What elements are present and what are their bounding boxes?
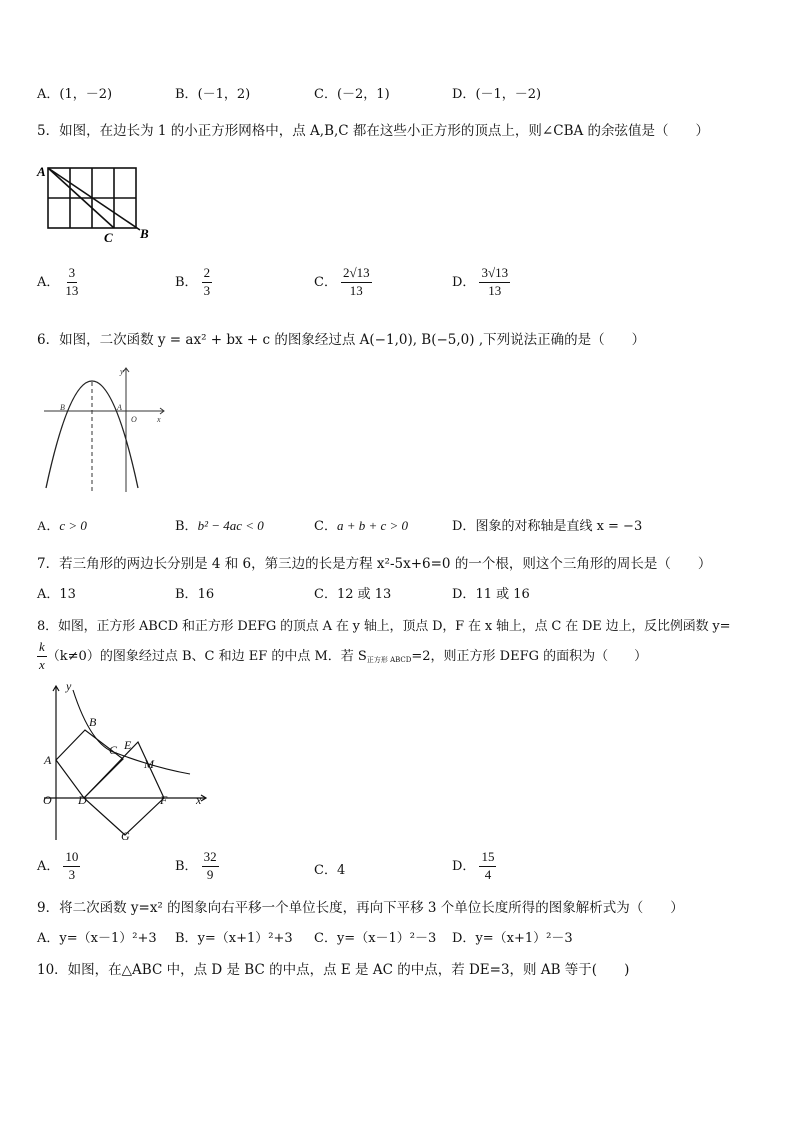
option-letter: B． [175, 274, 198, 290]
q4-option-b [175, 83, 250, 102]
label-b: B [60, 403, 65, 412]
q6-parabola-figure [36, 360, 176, 495]
q6-option-d [452, 515, 642, 534]
denominator: 13 [65, 282, 79, 298]
label-c: C [109, 743, 118, 757]
option-text: a + b + c > 0 [336, 518, 409, 533]
label-o: O [131, 415, 137, 424]
option-text: 11 或 16 [475, 587, 530, 602]
q8-option-a [37, 850, 80, 883]
q4-option-a [37, 83, 112, 102]
label-b: B [140, 226, 149, 241]
q7-option-d [452, 583, 530, 602]
q6-option-a [37, 515, 87, 534]
option-text: (－1，2) [197, 87, 251, 102]
option-letter: A． [37, 587, 60, 602]
q8-squares-figure [36, 678, 221, 848]
q7-option-c [314, 583, 391, 602]
q8-option-c [314, 859, 345, 878]
fraction-k-over-x [37, 640, 47, 673]
option-text: 4 [336, 863, 346, 878]
option-letter: D． [452, 587, 476, 602]
option-letter: B． [175, 931, 198, 946]
q5-stem: 5．如图，在边长为 1 的小正方形网格中，点 A,B,C 都在这些小正方形的顶点上，则∠CBA 的余弦值是（ ） [37, 123, 710, 139]
q5-grid-figure [36, 160, 156, 244]
label-g: G [121, 829, 130, 843]
label-e: E [124, 738, 132, 752]
q8-option-d [452, 850, 496, 883]
option-text: 16 [197, 587, 215, 602]
label-y: y [66, 679, 72, 693]
option-letter: C． [314, 587, 337, 602]
option-text: (1，－2) [59, 87, 113, 102]
q9-stem: 9．将二次函数 y=x² 的图象向右平移一个单位长度，再向下平移 3 个单位长度所得的图象解析式为（ ） [37, 900, 684, 916]
q6-option-b [175, 515, 264, 534]
segment-ab [48, 168, 140, 230]
q7-option-b [175, 583, 214, 602]
fraction [63, 266, 80, 299]
q5-option-d [452, 266, 510, 299]
option-letter: A． [37, 858, 60, 874]
numerator: 2√13 [341, 266, 372, 283]
option-text: 12 或 13 [336, 587, 392, 602]
fraction [202, 266, 213, 299]
q8-text-part: （k≠0）的图象经过点 B、C 和边 EF 的中点 M．若 S [46, 648, 367, 664]
label-y: y [120, 367, 124, 376]
denominator: 3 [203, 282, 211, 298]
option-letter: C． [314, 87, 337, 102]
q9-option-a [37, 927, 157, 946]
option-text: 图象的对称轴是直线 x = −3 [475, 519, 643, 534]
option-letter: A． [37, 518, 60, 533]
q8-stem-line2 [37, 640, 647, 673]
q4-option-c [314, 83, 390, 102]
q5-option-b [175, 266, 212, 299]
q9-option-c [314, 927, 436, 946]
q8-option-b [175, 850, 219, 883]
label-x: x [196, 793, 202, 807]
option-letter: B． [175, 87, 198, 102]
fraction [63, 850, 80, 883]
q9-option-d [452, 927, 573, 946]
q7-stem: 7．若三角形的两边长分别是 4 和 6，第三边的长是方程 x²-5x+6=0 的一个根，则这个三角形的周长是（ ） [37, 556, 712, 572]
option-letter: C． [314, 519, 337, 534]
numerator: 2 [202, 266, 213, 283]
label-d: D [78, 793, 87, 807]
label-x: x [157, 415, 161, 424]
q8-stem-line1: 8．如图，正方形 ABCD 和正方形 DEFG 的顶点 A 在 y 轴上，顶点 D，F 在 x 轴上，点 C 在 DE 边上，反比例函数 y= [37, 619, 731, 634]
numerator: 3√13 [479, 266, 510, 283]
denominator: 4 [484, 866, 492, 882]
label-a: A [37, 164, 46, 179]
option-text: (－2，1) [336, 87, 390, 102]
option-letter: B． [175, 858, 198, 874]
q10-stem: 10．如图，在△ABC 中，点 D 是 BC 的中点，点 E 是 AC 的中点，若 DE=3，则 AB 等于( ) [37, 962, 630, 978]
option-letter: C． [314, 863, 337, 878]
q4-option-d [452, 83, 541, 102]
denominator: 13 [488, 282, 502, 298]
q9-option-b [175, 927, 293, 946]
fraction [479, 850, 496, 883]
fraction [202, 850, 219, 883]
option-letter: D． [452, 931, 476, 946]
numerator: k [37, 640, 47, 657]
option-letter: D． [452, 858, 476, 874]
option-letter: A． [37, 931, 60, 946]
option-text: (－1，－2) [475, 87, 542, 102]
option-letter: A． [37, 87, 60, 102]
denominator: 9 [206, 866, 214, 882]
denominator: x [39, 656, 45, 672]
label-o: O [43, 793, 52, 807]
numerator: 3 [67, 266, 78, 283]
option-text: y=（x+1）²－3 [475, 931, 573, 946]
q8-text-part: =2，则正方形 DEFG 的面积为（ ） [411, 648, 648, 664]
subscript: 正方形 ABCD [366, 655, 412, 664]
q7-option-a [37, 583, 76, 602]
option-text: b² − 4ac < 0 [197, 518, 264, 533]
numerator: 15 [479, 850, 496, 867]
option-letter: D． [452, 87, 476, 102]
denominator: 3 [68, 866, 76, 882]
option-text: c > 0 [59, 518, 87, 533]
label-f: F [160, 793, 168, 807]
option-text: y=（x－1）²+3 [59, 931, 157, 946]
label-c: C [104, 230, 113, 244]
option-letter: D． [452, 519, 476, 534]
option-letter: C． [314, 931, 337, 946]
option-text: y=（x－1）²－3 [336, 931, 437, 946]
fraction [341, 266, 372, 299]
q5-option-c [314, 266, 372, 299]
label-a: A [44, 753, 52, 767]
option-letter: A． [37, 274, 60, 290]
option-letter: D． [452, 274, 476, 290]
option-letter: B． [175, 519, 198, 534]
label-b: B [89, 715, 97, 729]
option-text: y=（x+1）²+3 [197, 931, 293, 946]
label-m: M [144, 757, 154, 771]
hyperbola-curve [73, 690, 190, 774]
q5-option-a [37, 266, 80, 299]
fraction [479, 266, 510, 299]
q6-stem: 6．如图，二次函数 y = ax² + bx + c 的图象经过点 A(−1,0), B(−5,0) ,下列说法正确的是（ ） [37, 332, 646, 348]
denominator: 13 [349, 282, 363, 298]
numerator: 10 [63, 850, 80, 867]
option-text: 13 [59, 587, 76, 602]
option-letter: B． [175, 587, 198, 602]
option-letter: C． [314, 274, 337, 290]
label-a: A [117, 403, 122, 412]
q6-option-c [314, 515, 408, 534]
square-abcd [56, 730, 123, 798]
numerator: 32 [202, 850, 219, 867]
